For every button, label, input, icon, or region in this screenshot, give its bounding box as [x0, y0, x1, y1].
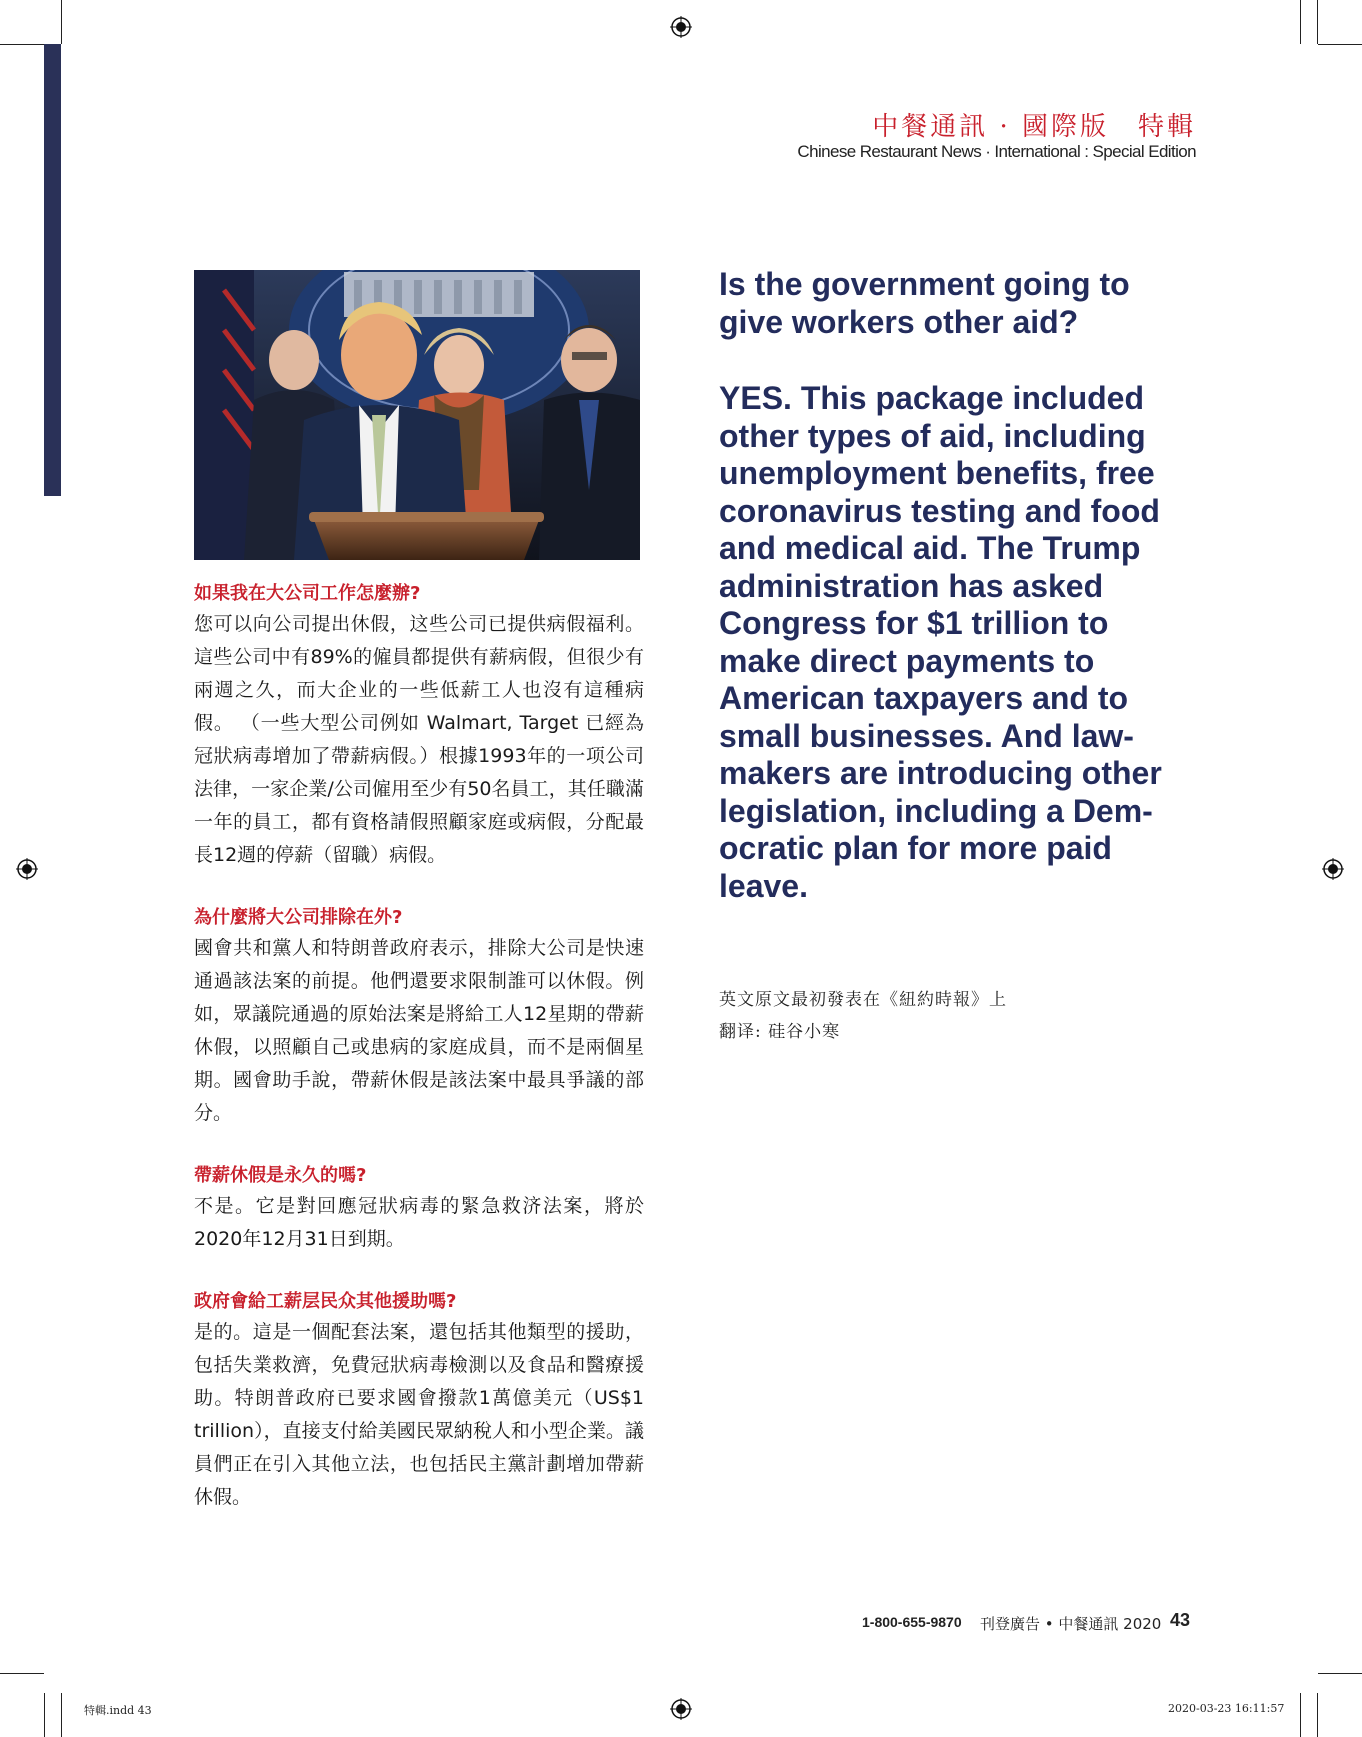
section-heading: 如果我在大公司工作怎麼辦?	[194, 583, 421, 604]
english-question: Is the government going to give workers other aid?	[719, 266, 1130, 340]
slug-filename: 特輯.indd 43	[84, 1704, 152, 1717]
crop-mark	[1318, 1673, 1362, 1674]
section-body: 不是。它是對回應冠狀病毒的緊急救济法案，將於2020年12月31日到期。	[194, 1195, 644, 1250]
qa-section	[194, 1162, 644, 1256]
crop-mark	[61, 0, 62, 44]
left-column	[194, 580, 644, 1546]
page-number: 43	[1170, 1610, 1191, 1630]
header-english-title: Chinese Restaurant News · International : Special Edition	[797, 142, 1196, 161]
section-body: 是的。這是一個配套法案，還包括其他類型的援助，包括失業救濟，免費冠狀病毒檢測以及食品和醫療援助。特朗普政府已要求國會撥款1萬億美元（US$1 trillion），直接支付給美國民眾納稅人和小型企業。議員們正在引入其他立法，也包括民主黨計劃增加帶薪休假。	[194, 1321, 644, 1508]
slug-timestamp: 2020-03-23 16:11:57	[1168, 1702, 1285, 1715]
english-answer: YES. This package included other types of aid, including unemployment benefits, free coronavirus testing and food and medical aid. The Trump administration has asked Congress for $1 trillion to make direct payments to American taxpayers and to small businesses. And law-makers are introducing other legislation, including a Dem-ocratic plan for more paid leave.	[719, 380, 1162, 904]
crop-mark	[61, 1693, 62, 1737]
source-line: 英文原文最初發表在《紐約時報》上	[719, 990, 1007, 1010]
qa-section	[194, 1288, 644, 1514]
registration-mark-icon	[1322, 858, 1344, 880]
crop-mark	[44, 1693, 45, 1737]
registration-mark-icon	[670, 16, 692, 38]
registration-mark-icon	[16, 858, 38, 880]
section-body: 您可以向公司提出休假，这些公司已提供病假福利。這些公司中有89%的僱員都提供有薪病假，但很少有兩週之久，而大企业的一些低薪工人也沒有這種病假。 （一些大型公司例如 Walmart, Target 已經為冠狀病毒增加了帶薪病假。）根據1993年的一项公司法律，一家企業/公司僱用至少有50名員工，其任職滿一年的員工，都有資格請假照顧家庭或病假，分配最長12週的停薪（留職）病假。	[194, 613, 644, 866]
section-heading: 政府會給工薪层民众其他援助嗎?	[194, 1291, 457, 1312]
crop-mark	[1300, 1693, 1301, 1737]
section-body: 國會共和黨人和特朗普政府表示，排除大公司是快速通過該法案的前提。他們還要求限制誰可以休假。例如，眾議院通過的原始法案是將給工人12星期的帶薪休假，以照顧自己或患病的家庭成員，而不是兩個星期。國會助手說，帶薪休假是該法案中最具爭議的部分。	[194, 937, 644, 1124]
registration-mark-icon	[670, 1698, 692, 1720]
section-heading: 帶薪休假是永久的嗎?	[194, 1165, 367, 1186]
crop-mark	[1300, 0, 1301, 44]
crop-mark	[0, 1673, 44, 1674]
footer-phone: 1-800-655-9870	[862, 1614, 962, 1630]
crop-mark	[1317, 1693, 1318, 1737]
press-briefing-photo	[194, 270, 640, 560]
crop-mark	[0, 44, 44, 45]
crop-mark	[1318, 44, 1362, 45]
left-accent-bar	[44, 44, 61, 496]
header-chinese-title: 中餐通訊 · 國際版 特輯	[872, 112, 1196, 142]
qa-section	[194, 904, 644, 1130]
qa-section	[194, 580, 644, 872]
section-heading: 為什麼將大公司排除在外?	[194, 907, 403, 928]
crop-mark	[1317, 0, 1318, 44]
footer-publication: 刊登廣告 • 中餐通訊 2020	[980, 1615, 1162, 1633]
source-credit	[719, 984, 1007, 1048]
translator-line: 翻译: 硅谷小寒	[719, 1022, 841, 1042]
